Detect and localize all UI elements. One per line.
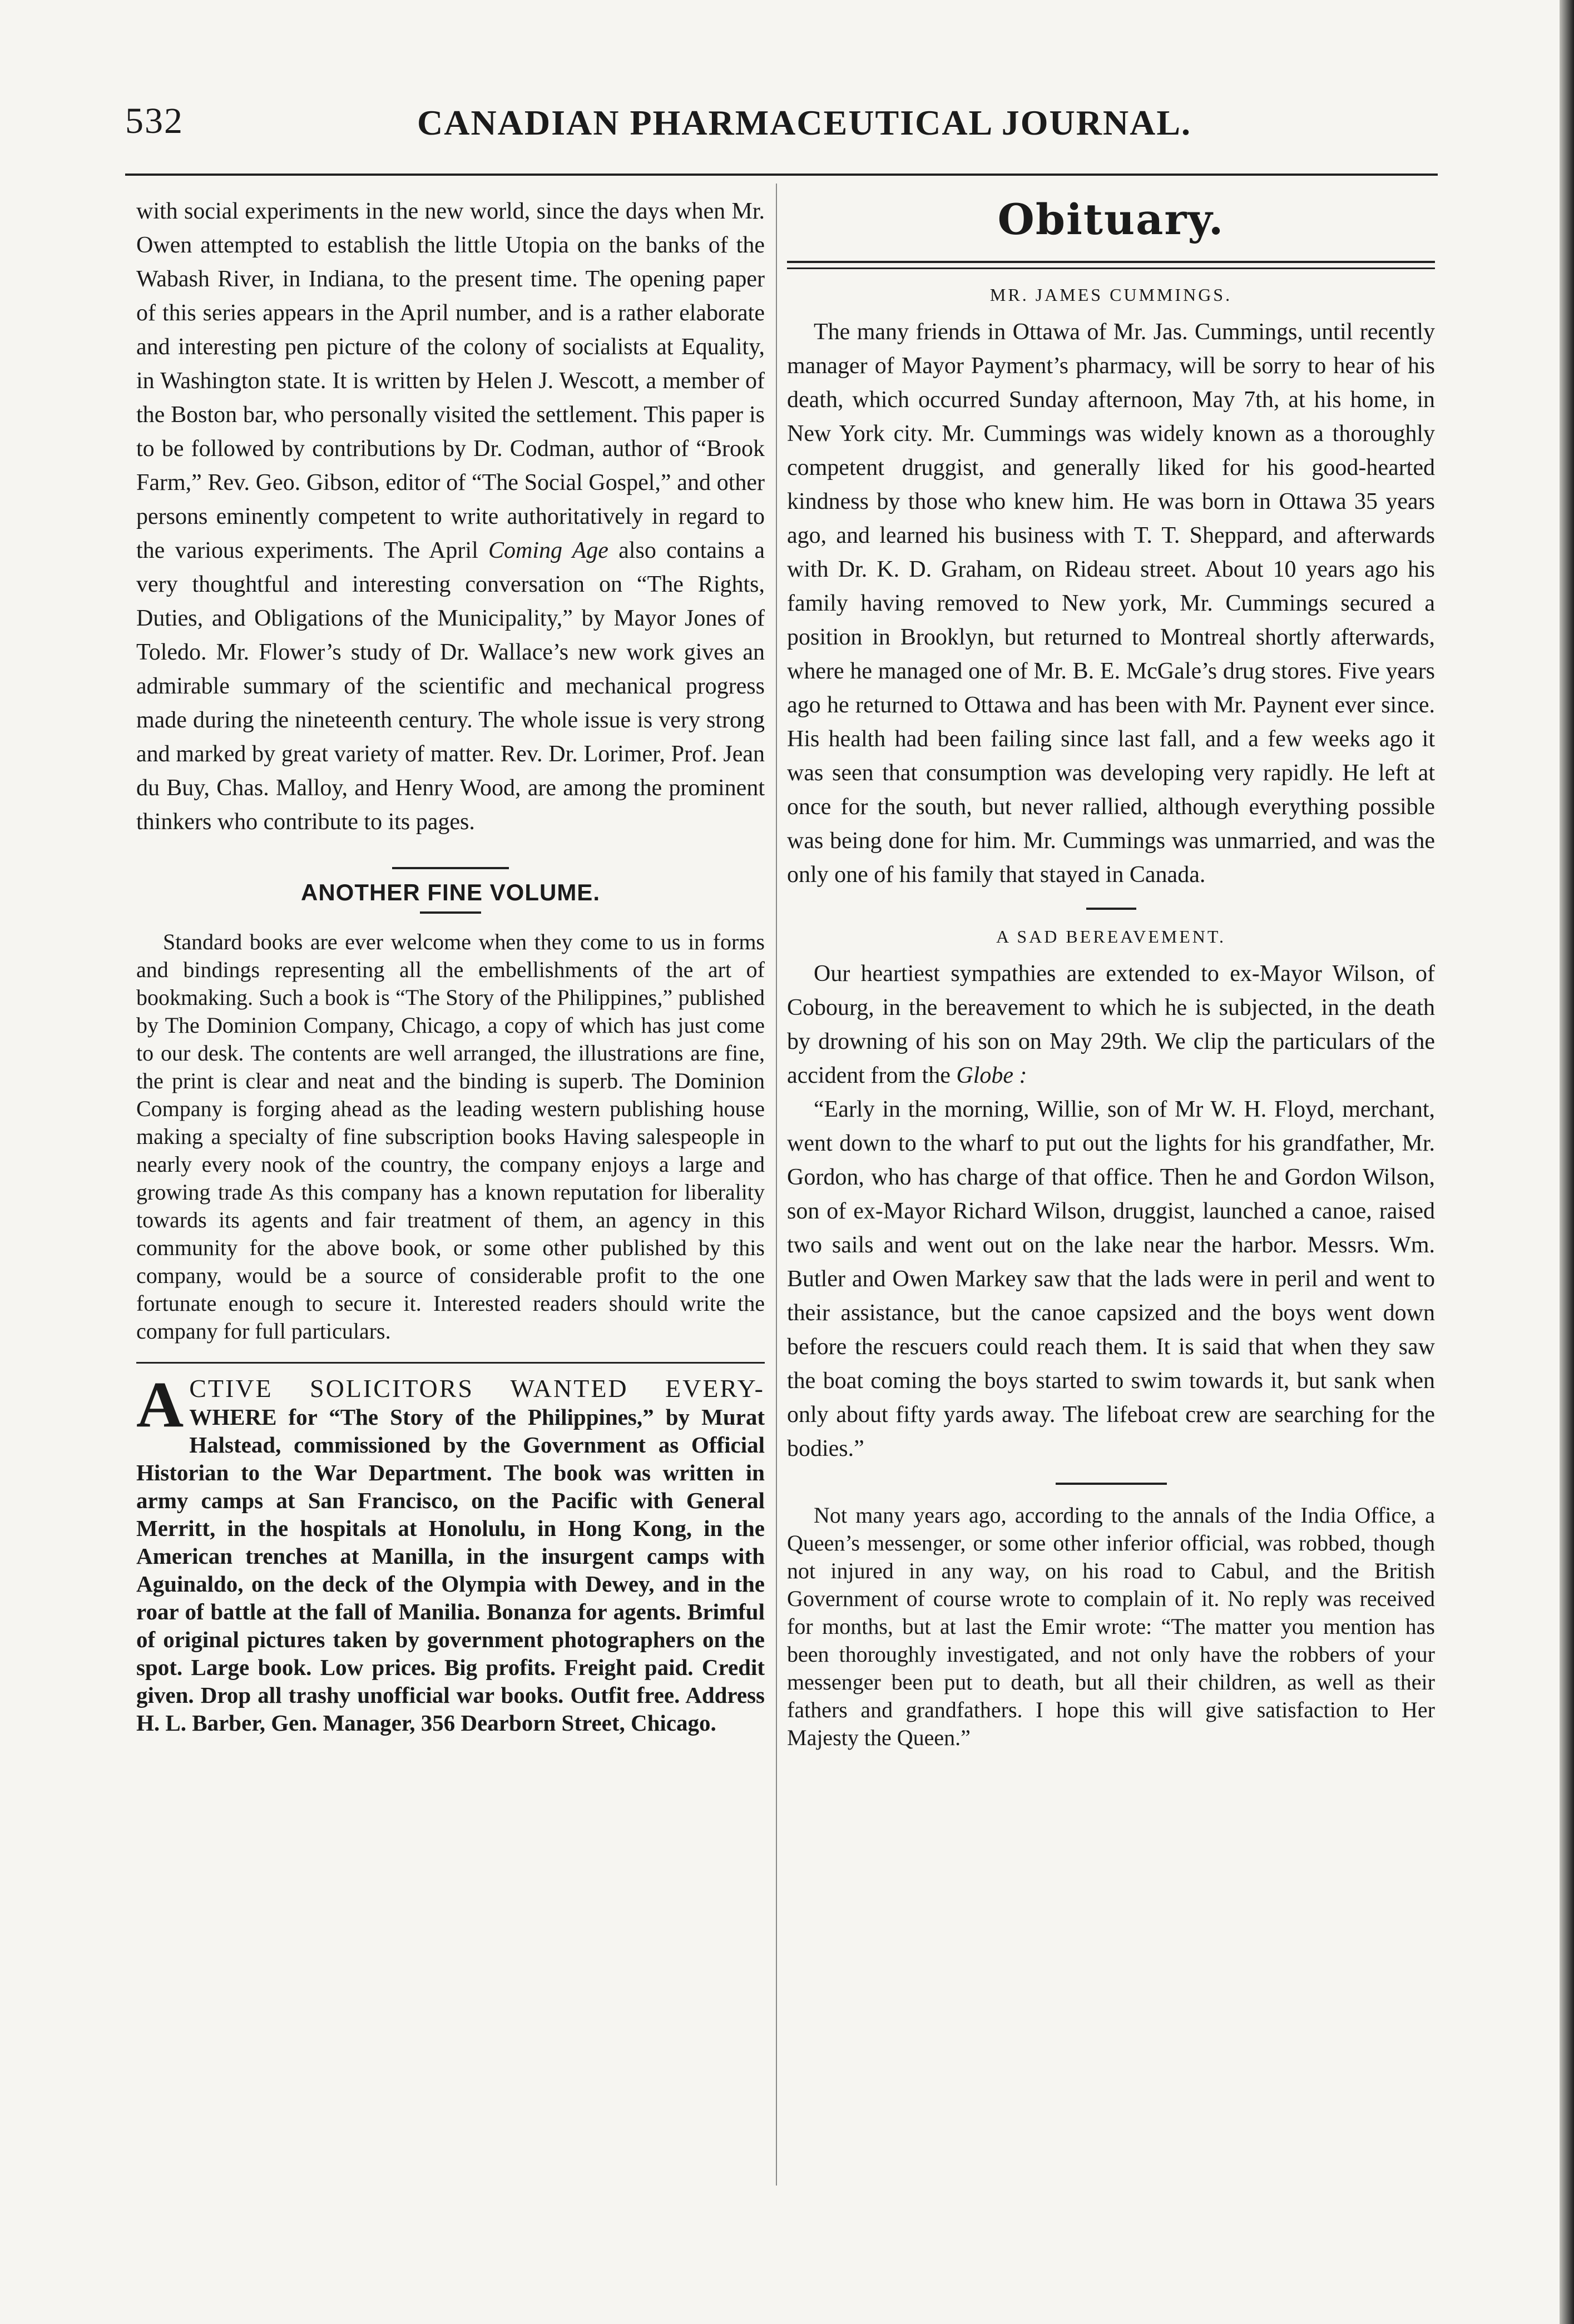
section-rule-3 xyxy=(1056,1483,1167,1485)
globe-citation: Globe : xyxy=(956,1063,1027,1088)
review-text-a: with social experiments in the new world, since the days when Mr. Owen attempted to establish the little Utopia on the banks of the Wabash River, in Indiana, to the present time. The opening paper of this series appears in the April number, and is a rather elaborate and interesting pen picture of the colony of socialists at Equality, in Washington state. It is written by Helen J. Wescott, a member of the Boston bar, who personally visited the settlement. This paper is to be followed by contributions by Dr. Codman, author of “Brook Farm,” Rev. Geo. Gibson, editor of “The Social Gospel,” and other persons eminently competent to write authoritatively in regard to the various experiments. The April xyxy=(136,199,765,563)
another-fine-volume-heading: ANOTHER FINE VOLUME. xyxy=(300,879,600,905)
ad-dropcap: A xyxy=(136,1368,184,1441)
james-cummings-heading: MR. JAMES CUMMINGS. xyxy=(989,285,1233,305)
ad-top-rule xyxy=(136,1362,765,1364)
fine-volume-article: Standard books are ever welcome when they come to us in forms and bindings representing all the embellishments of the art of bookmaking. Such a book is “The Story of the Philippines,” published by The Dominion Company, Chicago, a copy of which has just come to our desk. The contents are well arranged, the illustrations are fine, the print is clear and neat and the binding is superb. The Dominion Company is forging ahead as the leading western publishing house making a specialty of fine subscription books Having salespeople in nearly every nook of the country, the company enjoys a large and growing trade As this company has a known reputation for liberality towards its agents and fair treatment of them, an agency in this community for the above book, or some other published by this company, would be a source of considerable profit to the one fortunate enough to secure it. Interested readers should write the company for full particulars. xyxy=(136,929,765,1344)
section-rule xyxy=(392,867,509,869)
magazine-title: Coming Age xyxy=(488,538,608,563)
section-rule-2 xyxy=(1086,908,1136,910)
india-office-anecdote: Not many years ago, according to the annals of the India Office, a Queen’s messenger, or some other inferior official, was robbed, though not injured in any way, on his road to Cabul, and the British Government of course wrote to complain of it. No reply was received for months, but at last the Emir wrote: “The matter you mention has been thoroughly investigated, and not only have the robbers of your messenger been put to death, but all their children, as well as their fathers and grandfathers. I hope this will give satisfaction to Her Majesty the Queen.” xyxy=(787,1503,1435,1750)
column-divider xyxy=(776,184,777,2186)
header-rule xyxy=(125,174,1438,176)
obituary-title: Obituary. xyxy=(997,195,1225,244)
sad-bereavement-heading: A SAD BEREAVEMENT. xyxy=(996,926,1226,947)
right-column xyxy=(787,195,1435,1752)
coming-age-review xyxy=(136,195,765,839)
obituary-double-rule xyxy=(787,261,1435,269)
left-column xyxy=(136,195,765,1737)
ad-headline: CTIVE SOLICITORS WANTED EVERY- xyxy=(189,1374,765,1403)
globe-quote: “Early in the morning, Willie, son of Mr W. H. Floyd, merchant, went down to the wharf to put out the lights for his grandfather, Mr. Gordon, who has charge of that office. Then he and Gordon Wilson, son of ex-Mayor Richard Wilson, druggist, launched a canoe, raised two sails and went out on the lake near the harbor. Messrs. Wm. Butler and Owen Markey saw that the lads were in peril and went to their assistance, but the canoe capsized and the boys went down before the rescuers could reach them. It is said that when they saw the boat coming the boys started to swim towards it, but sank when only about fifty yards away. The lifeboat crew are searching for the bodies.” xyxy=(787,1097,1435,1461)
heading-underline xyxy=(420,911,481,914)
page-edge-shadow xyxy=(1560,0,1574,2324)
bereavement-intro xyxy=(787,957,1435,1093)
bereavement-text: Our heartiest sympathies are extended to ex-Mayor Wilson, of Cobourg, in the bereavement to which he is subjected, in the death by drowning of his son on May 29th. We clip the particulars of the accident from the xyxy=(787,961,1435,1088)
ad-body: WHERE for “The Story of the Philippines,” by Murat Halstead, commissioned by the Government as Official Historian to the War Department. The book was written in army camps at San Francisco, on the Pacific with General Merritt, in the hospitals at Honolulu, in Hong Kong, in the American trenches at Manilla, in the insurgent camps with Aguinaldo, on the deck of the Olympia with Dewey, and in the roar of battle at the fall of Manilia. Bonanza for agents. Brimful of original pictures taken by government photographers on the spot. Large book. Low prices. Big profits. Freight paid. Credit given. Drop all trashy unofficial war books. Outfit free. Address H. L. Barber, Gen. Manager, 356 Dearborn Street, Chicago. xyxy=(136,1404,765,1736)
cummings-obituary: The many friends in Ottawa of Mr. Jas. Cummings, until recently manager of Mayor Payment’s pharmacy, will be sorry to hear of his death, which occurred Sunday afternoon, May 7th, at his home, in New York city. Mr. Cummings was widely known as a thoroughly competent druggist, and generally liked for his good-hearted kindness by those who knew him. He was born in Ottawa 35 years ago, and learned his business with T. T. Sheppard, and afterwards with Dr. K. D. Graham, on Rideau street. About 10 years ago his family having removed to New york, Mr. Cummings secured a position in Brooklyn, but returned to Montreal shortly afterwards, where he managed one of Mr. B. E. McGale’s drug stores. Five years ago he returned to Ottawa and has been with Mr. Paynent ever since. His health had been failing since last fall, and a few weeks ago it was seen that consumption was developing very rapidly. He left at once for the south, but never rallied, although everything possible was being done for him. Mr. Cummings was unmarried, and was the only one of his family that stayed in Canada. xyxy=(787,319,1435,888)
review-text-b: also contains a very thoughtful and interesting conversation on “The Rights, Duties, and Obligations of the Municipality,” by Mayor Jones of Toledo. Mr. Flower’s study of Dr. Wallace’s new work gives an admirable summary of the scientific and mechanical progress made during the nineteenth century. The whole issue is very strong and marked by great variety of matter. Rev. Dr. Lorimer, Prof. Jean du Buy, Chas. Malloy, and Henry Wood, are among the prominent thinkers who contribute to its pages. xyxy=(136,538,765,835)
journal-title: CANADIAN PHARMACEUTICAL JOURNAL. xyxy=(417,103,1192,142)
page-number: 532 xyxy=(125,101,184,141)
solicitors-advertisement xyxy=(136,1368,765,1737)
page-header xyxy=(0,95,1574,156)
